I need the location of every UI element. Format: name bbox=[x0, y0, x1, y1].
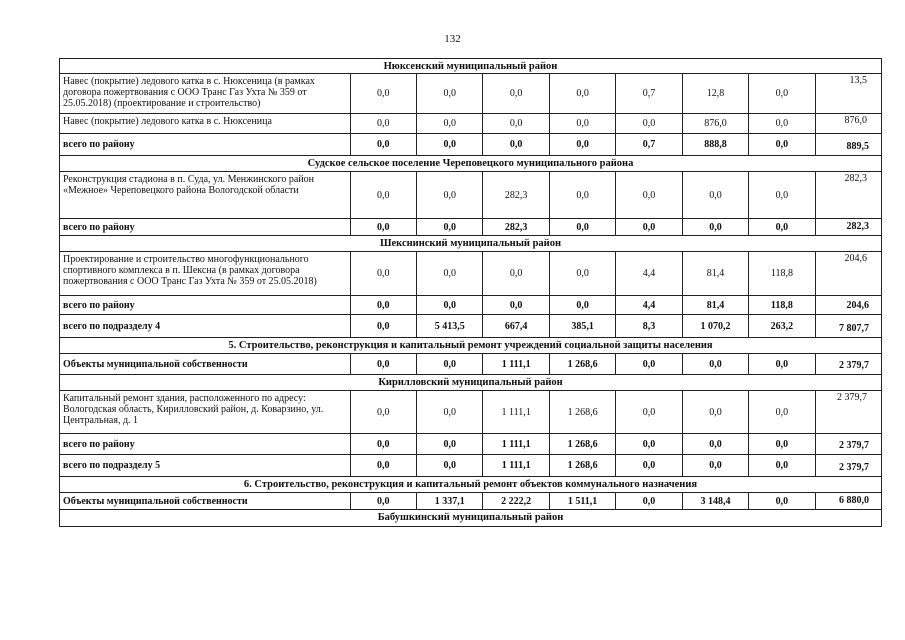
row-label: всего по району bbox=[63, 438, 135, 450]
value-cell: 5 413,5 bbox=[416, 315, 482, 337]
total-cell: 2 379,7 bbox=[815, 354, 881, 374]
section-header: 5. Строительство, реконструкция и капитальный ремонт учреждений социальной защиты населения bbox=[59, 338, 882, 354]
value-cell: 0,0 bbox=[748, 172, 814, 218]
value-cell: 0,0 bbox=[748, 391, 814, 433]
total-row bbox=[59, 315, 882, 338]
value-cell: 0,0 bbox=[416, 74, 482, 113]
value-cell: 0,0 bbox=[350, 455, 416, 476]
value-cell: 8,3 bbox=[615, 315, 681, 337]
section-header: Кирилловский муниципальный район bbox=[59, 375, 882, 391]
value-cell: 1 111,1 bbox=[482, 391, 548, 433]
value-cell: 0,0 bbox=[615, 172, 681, 218]
value-cell: 0,0 bbox=[615, 434, 681, 454]
row-label: всего по району bbox=[63, 221, 135, 233]
value-cell: 0,0 bbox=[350, 74, 416, 113]
row-label: всего по подразделу 4 bbox=[63, 320, 161, 332]
value-cell: 667,4 bbox=[482, 315, 548, 337]
value-cell: 888,8 bbox=[682, 134, 748, 155]
total-cell: 6 880,0 bbox=[815, 493, 881, 509]
value-cell: 0,0 bbox=[748, 74, 814, 113]
value-cell: 0,0 bbox=[416, 354, 482, 374]
total-row bbox=[59, 493, 882, 510]
value-cell: 0,0 bbox=[416, 296, 482, 314]
value-cell: 4,4 bbox=[615, 296, 681, 314]
value-cell: 0,7 bbox=[615, 74, 681, 113]
value-cell: 1 268,6 bbox=[549, 455, 615, 476]
value-cell: 0,0 bbox=[482, 296, 548, 314]
value-cell: 1 111,1 bbox=[482, 455, 548, 476]
value-cell: 0,0 bbox=[682, 354, 748, 374]
value-cell: 0,0 bbox=[350, 391, 416, 433]
value-cell: 0,0 bbox=[350, 354, 416, 374]
row-label: Капитальный ремонт здания, расположенного по адресу: Вологодская область, Кирилловский район, д. Коварзино, ул. Центральная, д. 1 bbox=[63, 393, 324, 426]
value-cell: 0,0 bbox=[549, 252, 615, 295]
value-cell: 0,0 bbox=[615, 391, 681, 433]
value-cell: 0,0 bbox=[350, 252, 416, 295]
row-label: Объекты муниципальной собственности bbox=[63, 358, 248, 370]
total-row bbox=[59, 455, 882, 477]
row-label: Навес (покрытие) ледового катка в с. Нюксеница (в рамках договора пожертвования с ООО Транс Газ Ухта № 359 от 25.05.2018) (проектирование и строительство) bbox=[63, 76, 315, 109]
value-cell: 0,0 bbox=[748, 114, 814, 133]
value-cell: 0,0 bbox=[350, 493, 416, 509]
value-cell: 1 111,1 bbox=[482, 434, 548, 454]
value-cell: 0,0 bbox=[350, 296, 416, 314]
row-label: Навес (покрытие) ледового катка в с. Нюксеница bbox=[63, 116, 272, 127]
row-label: Объекты муниципальной собственности bbox=[63, 495, 248, 507]
value-cell: 0,0 bbox=[682, 434, 748, 454]
value-cell: 0,0 bbox=[615, 114, 681, 133]
value-cell: 282,3 bbox=[482, 172, 548, 218]
value-cell: 0,0 bbox=[549, 114, 615, 133]
value-cell: 0,0 bbox=[350, 434, 416, 454]
budget-table bbox=[59, 58, 882, 527]
value-cell: 0,0 bbox=[615, 219, 681, 235]
value-cell: 0,0 bbox=[482, 74, 548, 113]
total-cell: 2 379,7 bbox=[815, 455, 881, 476]
table-row bbox=[59, 172, 882, 219]
value-cell: 118,8 bbox=[748, 252, 814, 295]
row-label: всего по району bbox=[63, 299, 135, 311]
value-cell: 0,0 bbox=[682, 455, 748, 476]
value-cell: 1 337,1 bbox=[416, 493, 482, 509]
value-cell: 876,0 bbox=[682, 114, 748, 133]
value-cell: 1 268,6 bbox=[549, 354, 615, 374]
value-cell: 0,0 bbox=[748, 455, 814, 476]
value-cell: 0,0 bbox=[350, 114, 416, 133]
value-cell: 385,1 bbox=[549, 315, 615, 337]
total-row bbox=[59, 296, 882, 315]
value-cell: 0,0 bbox=[416, 434, 482, 454]
value-cell: 0,0 bbox=[482, 252, 548, 295]
section-header: Шекснинский муниципальный район bbox=[59, 236, 882, 252]
value-cell: 4,4 bbox=[615, 252, 681, 295]
table-row bbox=[59, 391, 882, 434]
total-cell: 876,0 bbox=[815, 114, 881, 133]
value-cell: 0,0 bbox=[682, 219, 748, 235]
value-cell: 0,0 bbox=[748, 434, 814, 454]
value-cell: 2 222,2 bbox=[482, 493, 548, 509]
value-cell: 0,0 bbox=[549, 74, 615, 113]
value-cell: 0,0 bbox=[350, 134, 416, 155]
total-cell: 204,6 bbox=[815, 252, 881, 295]
value-cell: 1 070,2 bbox=[682, 315, 748, 337]
value-cell: 0,0 bbox=[350, 219, 416, 235]
table-row bbox=[59, 252, 882, 296]
total-cell: 889,5 bbox=[815, 134, 881, 155]
value-cell: 0,0 bbox=[748, 219, 814, 235]
total-cell: 7 807,7 bbox=[815, 315, 881, 337]
value-cell: 0,0 bbox=[416, 252, 482, 295]
row-label: всего по подразделу 5 bbox=[63, 460, 161, 471]
value-cell: 0,0 bbox=[748, 134, 814, 155]
value-cell: 0,0 bbox=[416, 455, 482, 476]
section-header: Бабушкинский муниципальный район bbox=[59, 510, 882, 527]
value-cell: 0,0 bbox=[615, 455, 681, 476]
value-cell: 81,4 bbox=[682, 296, 748, 314]
row-label: Проектирование и строительство многофункционального спортивного комплекса в п. Шексна (в рамках договора пожертвования с ООО Транс Газ Ухта № 359 от 25.05.2018) bbox=[63, 254, 317, 287]
value-cell: 0,0 bbox=[549, 296, 615, 314]
value-cell: 0,0 bbox=[748, 354, 814, 374]
section-header: Судское сельское поселение Череповецкого муниципального района bbox=[59, 156, 882, 172]
value-cell: 0,0 bbox=[416, 391, 482, 433]
value-cell: 263,2 bbox=[748, 315, 814, 337]
value-cell: 12,8 bbox=[682, 74, 748, 113]
total-cell: 282,3 bbox=[815, 219, 881, 235]
value-cell: 0,0 bbox=[615, 354, 681, 374]
value-cell: 1 511,1 bbox=[549, 493, 615, 509]
value-cell: 0,0 bbox=[482, 134, 548, 155]
row-label: Реконструкция стадиона в п. Суда, ул. Менжинского район «Межное» Череповецкого района Вологодской области bbox=[63, 174, 315, 196]
section-header: 6. Строительство, реконструкция и капитальный ремонт объектов коммунального назначения bbox=[59, 477, 882, 493]
page-number: 132 bbox=[444, 33, 461, 45]
value-cell: 1 111,1 bbox=[482, 354, 548, 374]
value-cell: 0,0 bbox=[549, 172, 615, 218]
table-row bbox=[59, 74, 882, 114]
value-cell: 1 268,6 bbox=[549, 434, 615, 454]
value-cell: 0,0 bbox=[350, 315, 416, 337]
value-cell: 0,0 bbox=[416, 172, 482, 218]
section-header: Нюксенский муниципальный район bbox=[59, 58, 882, 74]
row-label: всего по району bbox=[63, 139, 135, 150]
total-row bbox=[59, 134, 882, 156]
value-cell: 0,0 bbox=[416, 134, 482, 155]
table-row bbox=[59, 114, 882, 134]
value-cell: 0,0 bbox=[416, 114, 482, 133]
value-cell: 0,0 bbox=[748, 493, 814, 509]
total-cell: 204,6 bbox=[815, 296, 881, 314]
value-cell: 0,0 bbox=[549, 219, 615, 235]
total-cell: 2 379,7 bbox=[815, 391, 881, 433]
total-row bbox=[59, 354, 882, 375]
value-cell: 0,0 bbox=[416, 219, 482, 235]
total-cell: 2 379,7 bbox=[815, 434, 881, 454]
value-cell: 0,0 bbox=[549, 134, 615, 155]
value-cell: 0,0 bbox=[482, 114, 548, 133]
value-cell: 118,8 bbox=[748, 296, 814, 314]
value-cell: 282,3 bbox=[482, 219, 548, 235]
total-row bbox=[59, 219, 882, 236]
value-cell: 0,0 bbox=[682, 172, 748, 218]
total-row bbox=[59, 434, 882, 455]
value-cell: 3 148,4 bbox=[682, 493, 748, 509]
value-cell: 1 268,6 bbox=[549, 391, 615, 433]
value-cell: 0,0 bbox=[682, 391, 748, 433]
total-cell: 13,5 bbox=[815, 74, 881, 113]
value-cell: 81,4 bbox=[682, 252, 748, 295]
total-cell: 282,3 bbox=[815, 172, 881, 218]
value-cell: 0,0 bbox=[350, 172, 416, 218]
value-cell: 0,7 bbox=[615, 134, 681, 155]
value-cell: 0,0 bbox=[615, 493, 681, 509]
